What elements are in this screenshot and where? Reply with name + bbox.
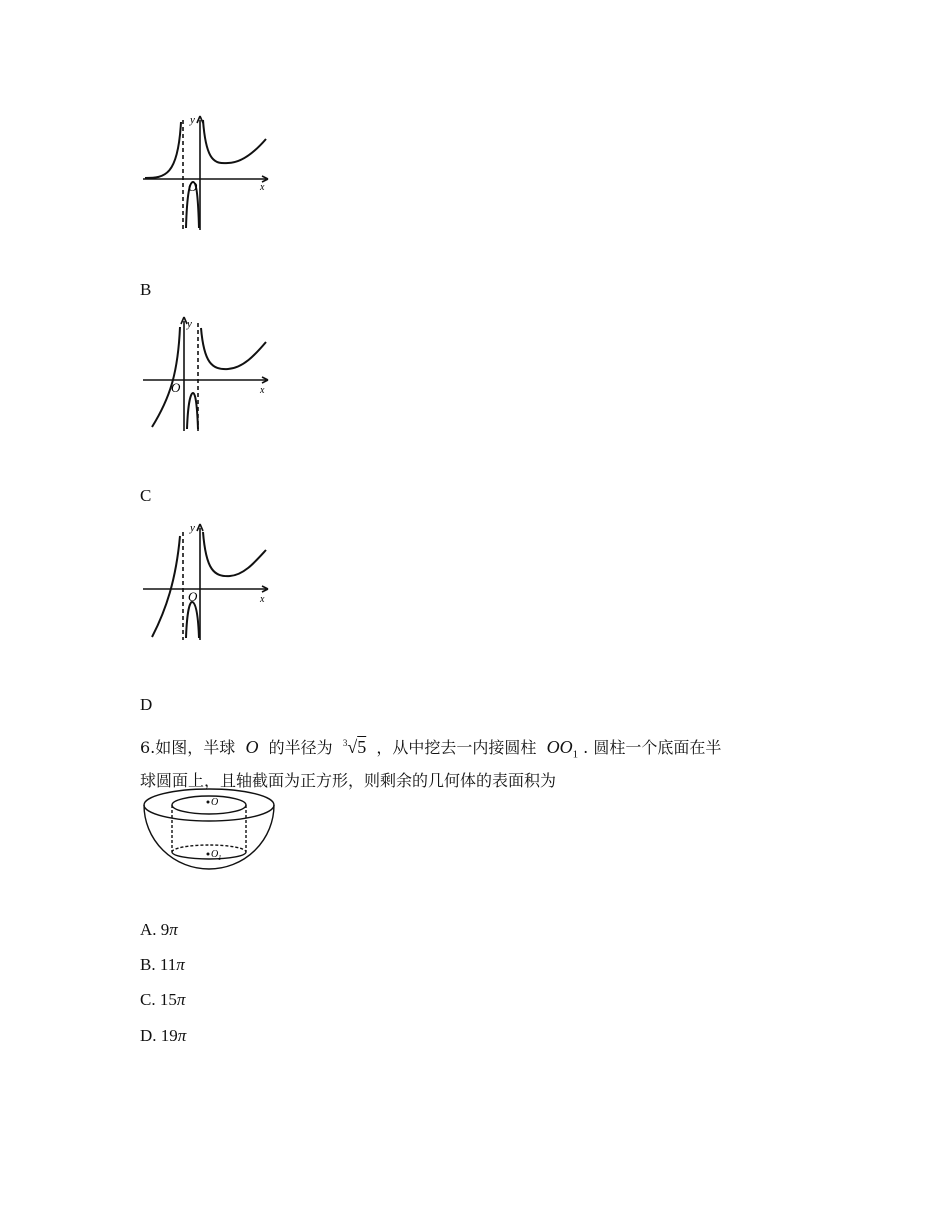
graph-b-x-label: x: [260, 385, 265, 396]
hemisphere-figure: [140, 785, 280, 873]
graph-option-a: [140, 112, 275, 237]
question-number: 6.: [140, 738, 156, 757]
bottom-center-sub: 1: [218, 854, 222, 862]
graph-a-x-label: x: [260, 182, 265, 193]
cylinder-symbol: $OO_1$: [546, 737, 579, 761]
radius-radical: $^3$√5: [342, 737, 367, 757]
choice-label-d: D: [140, 695, 153, 714]
graph-a-y-label: y: [190, 114, 195, 126]
graph-b-y-label: y: [187, 318, 192, 330]
sphere-symbol: O: [245, 737, 259, 757]
question-line-1: 6.如图，半球 O 的半径为 $^3$√5 ，从中挖去一内接圆柱 $OO_1$ . 圆柱一个底面在半: [140, 737, 722, 761]
top-center-label: O: [211, 797, 219, 808]
graph-a-origin-label: O: [188, 179, 198, 194]
option-d[interactable]: D. 19π: [140, 1026, 187, 1045]
choice-label-c: C: [140, 486, 152, 505]
graph-option-c: [140, 520, 275, 645]
option-c[interactable]: C. 15π: [140, 990, 186, 1009]
choice-label-b: B: [140, 280, 152, 299]
graph-option-b: [140, 313, 275, 438]
graph-c-x-label: x: [260, 594, 265, 605]
option-b[interactable]: B. 11π: [140, 955, 185, 974]
bottom-center-label: O: [211, 849, 219, 860]
graph-c-origin-label: O: [188, 589, 198, 604]
question-line-2: 球圆面上，且轴截面为正方形，则剩余的几何体的表面积为: [140, 770, 557, 790]
option-a[interactable]: A. 9π: [140, 920, 178, 939]
graph-b-origin-label: O: [171, 380, 181, 395]
graph-c-y-label: y: [190, 522, 195, 534]
